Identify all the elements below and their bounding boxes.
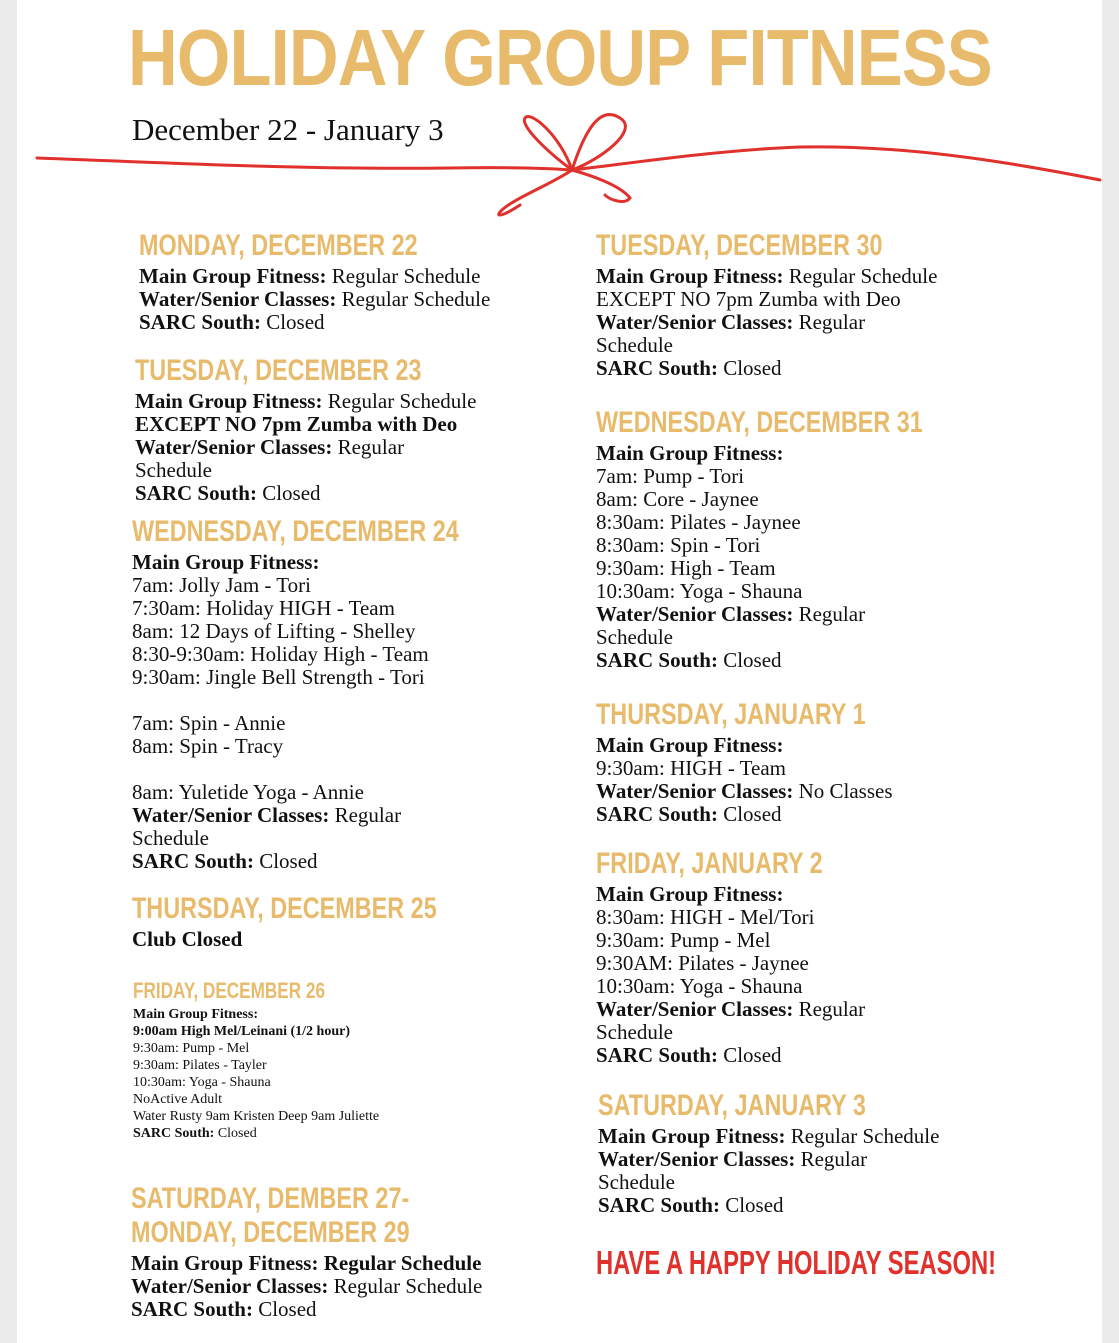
day-heading: THURSDAY, JANUARY 1 [596, 698, 866, 731]
bow-tail-left [499, 170, 572, 215]
day-heading: THURSDAY, DECEMBER 25 [132, 892, 437, 925]
day-heading: FRIDAY, DECEMBER 26 [133, 978, 325, 1003]
page-title: HOLIDAY GROUP FITNESS [128, 13, 992, 102]
day-heading: SATURDAY, DEMBER 27- [131, 1182, 410, 1215]
day-friday-jan-2: FRIDAY, JANUARY 2 Main Group Fitness: 8:30am: HIGH - Mel/Tori 9:30am: Pump - Mel 9:30AM: Pilates - Jaynee 10:30am: Yoga - Shauna Water/Senior Classes: Regular Schedule SARC South: Closed [596, 847, 866, 1067]
day-heading: MONDAY, DECEMBER 22 [139, 229, 418, 262]
day-heading: TUESDAY, DECEMBER 23 [135, 354, 422, 387]
ribbon-line-right [572, 147, 1100, 180]
day-heading: TUESDAY, DECEMBER 30 [596, 229, 883, 262]
day-saturday-dec-27-monday-dec-29: SATURDAY, DEMBER 27- MONDAY, DECEMBER 29 Main Group Fitness: Regular Schedule Water/Senior Classes: Regular Schedule SARC South: Closed [131, 1182, 483, 1321]
day-heading: WEDNESDAY, DECEMBER 31 [596, 406, 923, 439]
day-heading: WEDNESDAY, DECEMBER 24 [132, 515, 459, 548]
bow-tail-right [572, 170, 630, 201]
day-tuesday-dec-23: TUESDAY, DECEMBER 23 Main Group Fitness: Regular Schedule EXCEPT NO 7pm Zumba with Deo Water/Senior Classes: Regular Schedule SARC South: Closed [135, 354, 477, 505]
day-thursday-jan-1: THURSDAY, JANUARY 1 Main Group Fitness: 9:30am: HIGH - Team Water/Senior Classes: No Classes SARC South: Closed [596, 698, 893, 826]
bow-loop-right [572, 115, 625, 170]
ribbon-bow-decoration [0, 0, 1119, 240]
day-heading: SATURDAY, JANUARY 3 [598, 1089, 866, 1122]
day-friday-dec-26: FRIDAY, DECEMBER 26 Main Group Fitness: 9:00am High Mel/Leinani (1/2 hour) 9:30am: Pump - Mel 9:30am: Pilates - Tayler 10:30am: Yoga - Shauna NoActive Adult Water Rusty 9am Kristen Deep 9am Juliette SARC South: Closed [133, 978, 380, 1141]
day-monday-dec-22: MONDAY, DECEMBER 22 Main Group Fitness: Regular Schedule Water/Senior Classes: Regular Schedule SARC South: Closed [139, 229, 491, 334]
day-wednesday-dec-31: WEDNESDAY, DECEMBER 31 Main Group Fitness: 7am: Pump - Tori 8am: Core - Jaynee 8:30am: Pilates - Jaynee 8:30am: Spin - Tori 9:30am: High - Team 10:30am: Yoga - Shauna Water/Senior Classes: Regular Schedule SARC South: Closed [596, 406, 923, 672]
day-thursday-dec-25: THURSDAY, DECEMBER 25 Club Closed [132, 892, 437, 951]
ribbon-line-left [37, 158, 572, 170]
day-heading: FRIDAY, JANUARY 2 [596, 847, 823, 880]
date-range: December 22 - January 3 [132, 112, 444, 147]
day-saturday-jan-3: SATURDAY, JANUARY 3 Main Group Fitness: Regular Schedule Water/Senior Classes: Regular Schedule SARC South: Closed [598, 1089, 940, 1217]
day-tuesday-dec-30: TUESDAY, DECEMBER 30 Main Group Fitness: Regular Schedule EXCEPT NO 7pm Zumba with Deo Water/Senior Classes: Regular Schedule SARC South: Closed [596, 229, 938, 380]
day-heading-line-2: MONDAY, DECEMBER 29 [131, 1216, 410, 1249]
bow-loop-left [524, 117, 572, 170]
day-wednesday-dec-24: WEDNESDAY, DECEMBER 24 Main Group Fitness: 7am: Jolly Jam - Tori 7:30am: Holiday HIGH - Team 8am: 12 Days of Lifting - Shelley 8:30-9:30am: Holiday High - Team 9:30am: Jingle Bell Strength - Tori 7am: Spin - Annie 8am: Spin - Tracy 8am: Yuletide Yoga - Annie Water/Senior Classes: Regular Schedule SARC South: Closed [132, 515, 459, 873]
closing-message: HAVE A HAPPY HOLIDAY SEASON! [596, 1244, 997, 1281]
